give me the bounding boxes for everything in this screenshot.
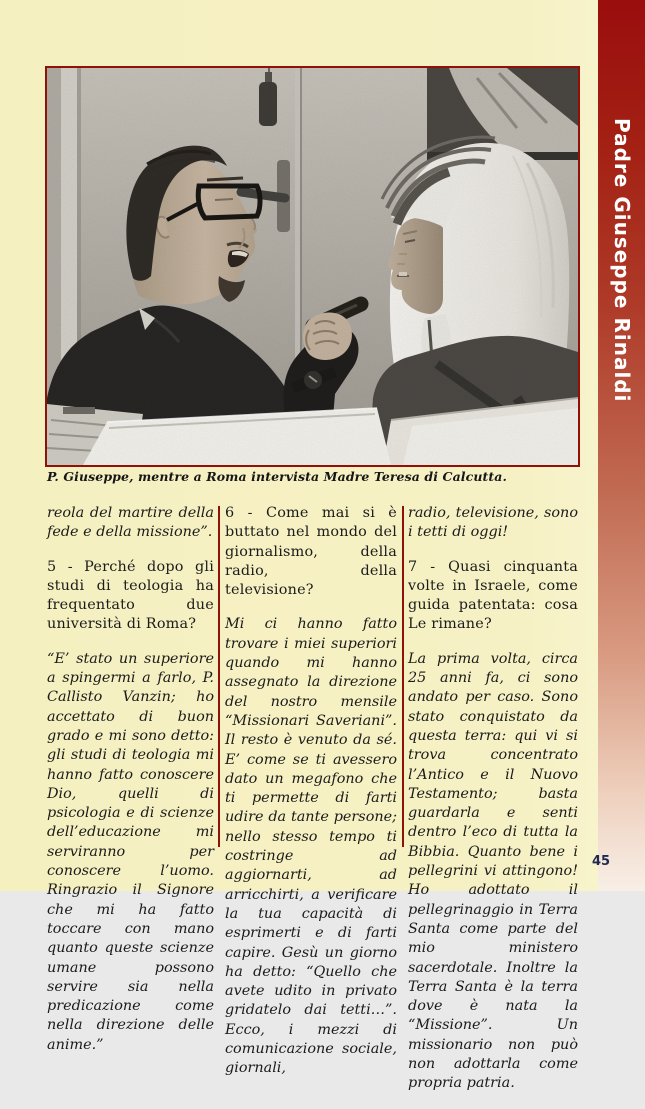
page-number: 45 — [592, 854, 611, 869]
sidebar-band — [598, 0, 645, 891]
answer-paragraph: reola del martire della fede e della missione”. — [47, 505, 214, 541]
photo-caption: P. Giuseppe, mentre a Roma intervista Madre Teresa di Calcutta. — [47, 469, 507, 484]
answer-paragraph: Mi ci hanno fatto trovare i miei superiori quando mi hanno assegnato la direzione del nostro mensile “Missionari Saveriani”. Il resto è venuto da sé. E’ come se ti avessero dato un megafono che ti permette di farti udire da tante persone; nello stesso tempo ti costringe ad aggiornarti, ad arricchirti, a verificare la tua capacità di esprimerti e di farti capire. Gesù un giorno ha detto: “Quello che avete udito in privato gridatelo dai tetti…”. Ecco, i mezzi di comunicazione sociale, giornali, — [225, 616, 397, 1077]
photo-film-grain — [47, 68, 578, 465]
answer-paragraph: La prima volta, circa 25 anni fa, ci sono andato per caso. Sono stato conquistato da questa terra: qui vi si trova concentrato l’Antico e il Nuovo Testamento; basta guardarla e senti dentro l’eco di tutta la Bibbia. Quanto bene i pellegrini vi attingono! Ho adottato il pellegrinaggio in Terra Santa come parte del mio ministero sacerdotale. Inoltre la Terra Santa è la terra dove è nata la “Missione”. Un missionario non può non adottarla come propria patria. — [408, 650, 578, 1092]
column-divider — [402, 506, 404, 847]
interview-photo — [45, 66, 580, 467]
question-paragraph: 5 - Perché dopo gli studi di teologia ha frequentato due università di Roma? — [47, 558, 214, 633]
text-column-1 — [47, 504, 214, 1070]
text-column-3 — [408, 504, 578, 1109]
interview-photo-illustration — [47, 68, 578, 465]
answer-paragraph: radio, televisione, sono i tetti di oggi! — [408, 505, 578, 541]
text-column-2 — [225, 504, 397, 1094]
sidebar-vertical-title: Padre Giuseppe Rinaldi — [610, 118, 634, 403]
answer-paragraph: “E’ stato un superiore a spingermi a farlo, P. Callisto Vanzin; ho accettato di buon grado e mi sono detto: gli studi di teologia mi hanno fatto conoscere Dio, quelli di psicologia e di scienze dell’educazione mi serviranno per conoscere l’uomo. Ringrazio il Signore che mi ha fatto toccare con mano quanto queste scienze umane possono servire sia nella predicazione come nella direzione delle anime.” — [47, 650, 214, 1053]
question-paragraph: 6 - Come mai si è buttato nel mondo del giornalismo, della radio, della televisione? — [225, 505, 397, 599]
column-divider — [218, 506, 220, 847]
question-paragraph: 7 - Quasi cinquanta volte in Israele, come guida patentata: cosa Le rimane? — [408, 558, 578, 633]
